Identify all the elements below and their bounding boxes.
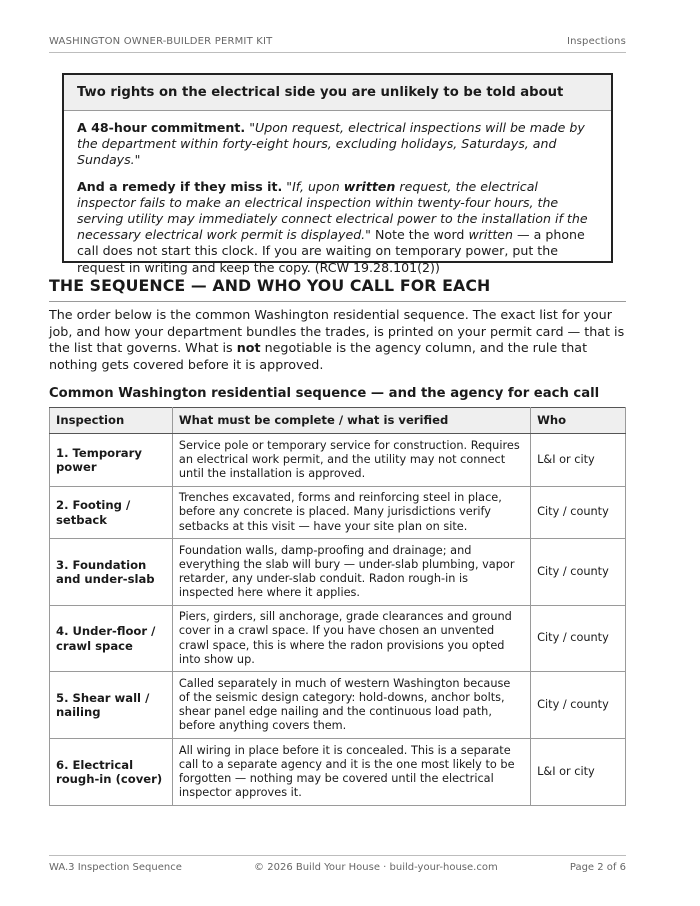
footer-page-number: Page 2 of 6 — [569, 862, 626, 873]
header-section-name: Inspections — [566, 36, 626, 47]
row-inspection: 1. Temporary power — [50, 434, 173, 487]
row-detail: Called separately in much of western Washington because of the seismic design category: hold-downs, anchor bolts, shear panel edge nailing and the continuous load path, before anything covers them. — [172, 672, 530, 739]
remedy-note-word: written — [468, 227, 514, 243]
commitment-quote: "Upon request, electrical inspections will be made by the department within forty-eight hours, excluding holidays, Saturdays, and Sundays." — [77, 120, 585, 168]
remedy-lead: And a remedy if they miss it. — [77, 178, 283, 194]
section-intro — [49, 307, 626, 373]
footer-copyright: © 2026 Build Your House · build-your-house.com — [254, 862, 498, 873]
row-inspection: 2. Footing / setback — [50, 487, 173, 539]
row-detail: Foundation walls, damp-proofing and drainage; and everything the slab will bury — under-slab plumbing, vapor retarder, any under-slab conduit. Radon rough-in is inspected here where it applies. — [172, 539, 530, 606]
table-row — [50, 539, 626, 606]
callout-title: Two rights on the electrical side you are unlikely to be told about — [64, 75, 611, 111]
table-row — [50, 672, 626, 739]
callout-paragraph-commitment — [77, 120, 598, 169]
remedy-note-b: — a phone call does not start this clock. If you are waiting on temporary power, put the request in writing and keep the copy. (RCW 19.28.101(2)) — [77, 227, 585, 275]
footer-section-id: WA.3 Inspection Sequence — [49, 862, 182, 873]
header-kit-title: WASHINGTON OWNER-BUILDER PERMIT KIT — [49, 36, 273, 47]
row-detail: All wiring in place before it is concealed. This is a separate call to a separate agency and it is the one most likely to be forgotten — nothing may be covered until the electrical inspector approves it. — [172, 739, 530, 806]
table-header-row — [50, 408, 626, 434]
commitment-lead: A 48-hour commitment. — [77, 120, 246, 135]
page-header — [49, 36, 626, 53]
intro-text-b: negotiable is the agency column, and the rule that nothing gets covered before it is approved. — [49, 340, 588, 372]
table-caption: Common Washington residential sequence — and the agency for each call — [49, 386, 600, 401]
table-row — [50, 739, 626, 806]
row-agency: City / county — [531, 606, 626, 672]
row-inspection: 5. Shear wall / nailing — [50, 672, 173, 739]
column-header-inspection: Inspection — [50, 408, 173, 434]
remedy-quote-rest: request, the electrical inspector fails to make an electrical inspection within twenty-four hours, the serving utility may immediately connect electrical power to the installation if the necessary electrical work permit is displayed." — [77, 178, 588, 243]
row-detail: Piers, girders, sill anchorage, grade clearances and ground cover in a crawl space. If you have chosen an unvented crawl space, this is where the radon provisions you opted into show up. — [172, 606, 530, 672]
remedy-quote-open: "If, upon — [286, 178, 344, 194]
row-agency: L&I or city — [531, 739, 626, 806]
intro-text-a: The order below is the common Washington residential sequence. The exact list for your job, and how your department bundles the trades, is printed on your permit card — that is the list that governs. What is — [49, 307, 625, 355]
column-header-detail: What must be complete / what is verified — [172, 408, 530, 434]
row-inspection: 3. Foundation and under-slab — [50, 539, 173, 606]
row-agency: City / county — [531, 487, 626, 539]
inspection-sequence-table — [49, 407, 626, 806]
remedy-note-a: Note the word — [370, 227, 469, 243]
page-footer — [49, 855, 626, 873]
table-row — [50, 487, 626, 539]
row-detail: Trenches excavated, forms and reinforcing steel in place, before any concrete is placed. Many jurisdictions verify setbacks at this visit — have your site plan on site. — [172, 487, 530, 539]
remedy-quote-emphasis: written — [343, 178, 396, 194]
table-row — [50, 606, 626, 672]
electrical-rights-callout — [62, 73, 613, 275]
column-header-who: Who — [531, 408, 626, 434]
callout-body — [64, 111, 611, 276]
section-title: THE SEQUENCE — AND WHO YOU CALL FOR EACH — [49, 276, 626, 302]
row-agency: City / county — [531, 672, 626, 739]
row-inspection: 6. Electrical rough-in (cover) — [50, 739, 173, 806]
row-detail: Service pole or temporary service for construction. Requires an electrical work permit, and the utility may not connect until the installation is approved. — [172, 434, 530, 487]
intro-emphasis: not — [236, 340, 261, 355]
row-agency: L&I or city — [531, 434, 626, 487]
row-agency: City / county — [531, 539, 626, 606]
callout-paragraph-remedy — [77, 179, 598, 276]
table-row — [50, 434, 626, 487]
row-inspection: 4. Under-floor / crawl space — [50, 606, 173, 672]
